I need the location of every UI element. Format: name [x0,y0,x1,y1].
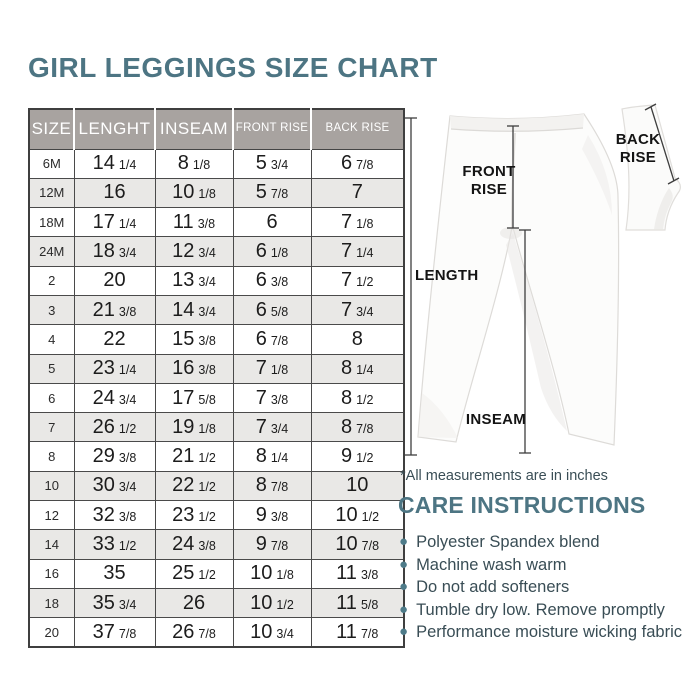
value-cell: 17 1/4 [74,208,155,237]
value-cell: 9 3/8 [233,501,311,530]
value-cell: 6 7/8 [233,325,311,354]
column-header: INSEAM [155,109,233,149]
front-rise-label-line1: FRONT [462,163,516,180]
column-header: FRONT RISE [233,109,311,149]
value-cell: 21 1/2 [155,442,233,471]
value-cell: 14 1/4 [74,149,155,178]
size-table-body [29,149,404,647]
care-list-item [399,623,682,646]
care-list-item [399,601,682,624]
value-cell: 19 1/8 [155,413,233,442]
care-instructions-heading: CARE INSTRUCTIONS [398,492,646,518]
care-item-text: Machine wash warm [416,555,567,574]
value-cell: 35 3/4 [74,588,155,617]
value-cell: 33 1/2 [74,530,155,559]
size-cell: 10 [29,471,74,500]
care-item-text: Do not add softeners [416,578,570,597]
table-row [29,501,404,530]
value-cell: 11 3/8 [311,559,404,588]
value-cell: 26 1/2 [74,413,155,442]
value-cell: 24 3/8 [155,530,233,559]
table-row [29,442,404,471]
value-cell: 10 1/8 [155,178,233,207]
table-row [29,208,404,237]
value-cell: 17 5/8 [155,383,233,412]
table-row [29,354,404,383]
value-cell: 7 3/4 [233,413,311,442]
value-cell: 7 3/8 [233,383,311,412]
table-row [29,618,404,647]
value-cell: 24 3/4 [74,383,155,412]
value-cell: 29 3/8 [74,442,155,471]
value-cell: 7 [311,178,404,207]
table-row [29,471,404,500]
value-cell: 6 3/8 [233,266,311,295]
care-item-text: Polyester Spandex blend [416,533,600,551]
size-table-header [29,109,404,149]
table-row [29,530,404,559]
back-rise-label-line1: BACK [615,131,661,148]
value-cell: 21 3/8 [74,295,155,324]
value-cell: 7 1/8 [311,208,404,237]
size-cell: 24M [29,237,74,266]
value-cell: 15 3/8 [155,325,233,354]
size-table [28,108,405,648]
size-cell: 18 [29,588,74,617]
leggings-back-view-crop [619,105,680,230]
table-row [29,237,404,266]
value-cell: 5 3/4 [233,149,311,178]
table-row [29,559,404,588]
size-cell: 20 [29,618,74,647]
care-item-text: Tumble dry low. Remove promptly [416,600,665,619]
value-cell: 6 7/8 [311,149,404,178]
value-cell: 11 3/8 [155,208,233,237]
length-measure-line [405,118,417,455]
care-list-item [399,533,682,556]
value-cell: 8 [311,325,404,354]
size-cell: 12 [29,501,74,530]
bullet-icon: ● [399,623,409,641]
value-cell: 8 7/8 [311,413,404,442]
bullet-icon: ● [399,600,409,618]
size-cell: 3 [29,295,74,324]
value-cell: 11 7/8 [311,618,404,647]
bullet-icon: ● [399,533,409,550]
value-cell: 35 [74,559,155,588]
value-cell: 10 [311,471,404,500]
table-row [29,149,404,178]
inseam-label: INSEAM [465,411,527,428]
size-cell: 6 [29,383,74,412]
leggings-measurement-diagram [398,93,700,475]
care-instructions-list [399,533,682,646]
front-rise-label-line2: RISE [470,181,508,198]
value-cell: 10 3/4 [233,618,311,647]
value-cell: 12 3/4 [155,237,233,266]
measurements-footnote: *All measurements are in inches [400,468,608,484]
size-cell: 4 [29,325,74,354]
size-cell: 5 [29,354,74,383]
bullet-icon: ● [399,555,409,573]
size-cell: 2 [29,266,74,295]
leggings-illustration [398,93,700,475]
value-cell: 16 3/8 [155,354,233,383]
value-cell: 8 1/4 [233,442,311,471]
value-cell: 8 1/8 [155,149,233,178]
value-cell: 9 1/2 [311,442,404,471]
bullet-icon: ● [399,578,409,596]
value-cell: 7 1/2 [311,266,404,295]
value-cell: 16 [74,178,155,207]
value-cell: 8 1/2 [311,383,404,412]
value-cell: 10 7/8 [311,530,404,559]
care-list-item [399,556,682,579]
value-cell: 7 1/4 [311,237,404,266]
size-cell: 8 [29,442,74,471]
table-row [29,588,404,617]
value-cell: 7 1/8 [233,354,311,383]
value-cell: 23 1/4 [74,354,155,383]
value-cell: 9 7/8 [233,530,311,559]
table-row [29,413,404,442]
header-row [29,109,404,149]
table-row [29,266,404,295]
table-row [29,383,404,412]
value-cell: 22 [74,325,155,354]
value-cell: 18 3/4 [74,237,155,266]
value-cell: 6 [233,208,311,237]
value-cell: 6 1/8 [233,237,311,266]
size-cell: 7 [29,413,74,442]
value-cell: 11 5/8 [311,588,404,617]
column-header: LENGHT [74,109,155,149]
value-cell: 26 [155,588,233,617]
value-cell: 14 3/4 [155,295,233,324]
value-cell: 20 [74,266,155,295]
size-cell: 18M [29,208,74,237]
value-cell: 10 1/8 [233,559,311,588]
value-cell: 23 1/2 [155,501,233,530]
value-cell: 26 7/8 [155,618,233,647]
value-cell: 13 3/4 [155,266,233,295]
value-cell: 7 3/4 [311,295,404,324]
value-cell: 10 1/2 [311,501,404,530]
column-header: SIZE [29,109,74,149]
value-cell: 37 7/8 [74,618,155,647]
length-label: LENGTH [415,267,479,284]
care-list-item [399,578,682,601]
size-cell: 16 [29,559,74,588]
value-cell: 30 3/4 [74,471,155,500]
page-title: GIRL LEGGINGS SIZE CHART [28,52,438,83]
size-cell: 12M [29,178,74,207]
size-cell: 6M [29,149,74,178]
value-cell: 8 1/4 [311,354,404,383]
back-rise-label-line2: RISE [619,149,657,166]
value-cell: 32 3/8 [74,501,155,530]
table-row [29,178,404,207]
value-cell: 22 1/2 [155,471,233,500]
value-cell: 10 1/2 [233,588,311,617]
care-item-text: Performance moisture wicking fabric [416,623,682,642]
value-cell: 5 7/8 [233,178,311,207]
value-cell: 6 5/8 [233,295,311,324]
column-header: BACK RISE [311,109,404,149]
table-row [29,325,404,354]
value-cell: 8 7/8 [233,471,311,500]
value-cell: 25 1/2 [155,559,233,588]
size-cell: 14 [29,530,74,559]
table-row [29,295,404,324]
